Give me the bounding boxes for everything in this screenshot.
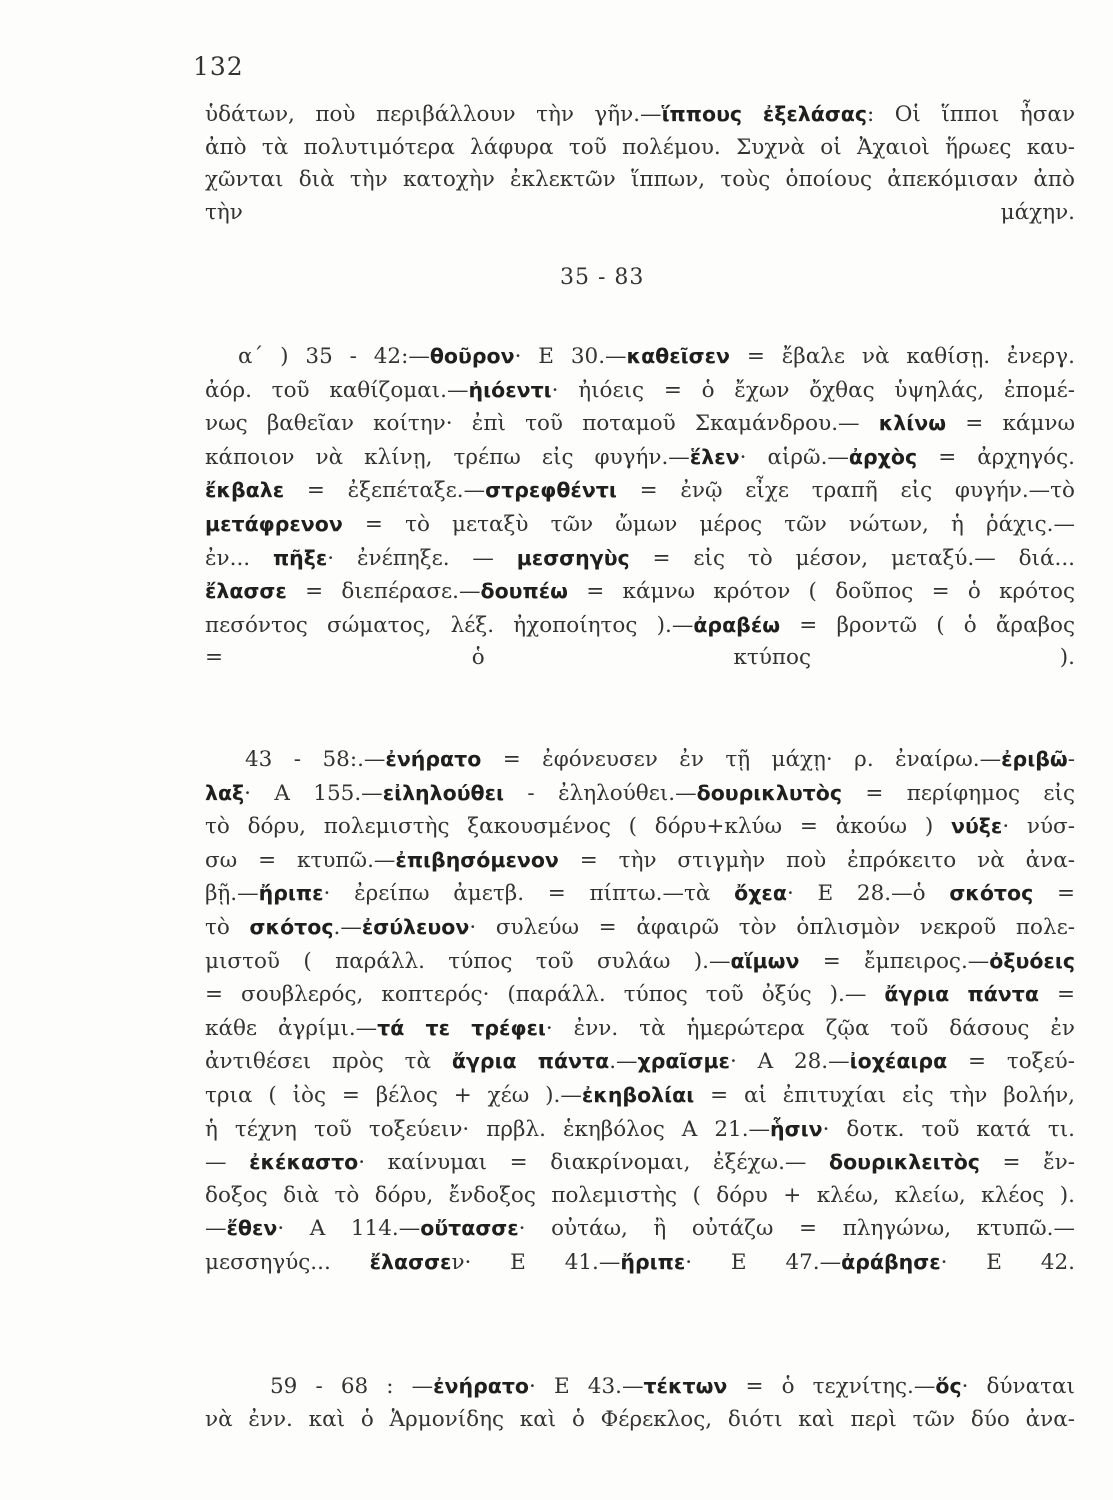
text-line: τὸ σκότος.—ἐσύλευον· συλεύω = ἀφαιρῶ τὸν ὁπλισμὸν νεκροῦ πολε- xyxy=(205,914,1075,940)
text-line: ἐν... πῆξε· ἐνέπηξε. — μεσσηγὺς = εἰς τὸ μέσον, μεταξύ.— διά... xyxy=(205,545,1075,571)
page-number: 132 xyxy=(193,52,244,81)
text-line: ἔλασσε = διεπέρασε.—δουπέω = κάμνω κρότον ( δοῦπος = ὁ κρότος xyxy=(205,579,1075,605)
text-line: βῇ.—ἤριπε· ἐρείπω ἀμετβ. = πίπτω.—τὰ ὄχεα· Ε 28.—ὁ σκότος = xyxy=(205,881,1075,907)
text-line: τὸ δόρυ, πολεμιστὴς ξακουσμένος ( δόρυ+κλύω = ἀκούω ) νύξε· νύσ- xyxy=(205,814,1075,840)
text-line: τρια ( ἰὸς = βέλος + χέω ).—ἐκηβολίαι = αἱ ἐπιτυχίαι εἰς τὴν βολήν, xyxy=(205,1082,1075,1108)
text-line: δοξος διὰ τὸ δόρυ, ἔνδοξος πολεμιστὴς ( δόρυ + κλέω, κλείω, κλέος ). xyxy=(205,1182,1075,1208)
text-line: πεσόντος σώματος, λέξ. ἠχοποίητος ).—ἀραβέω = βροντῶ ( ὁ ἄραβος xyxy=(205,612,1075,638)
text-line: ἀπὸ τὰ πολυτιμότερα λάφυρα τοῦ πολέμου. Συχνὰ οἱ Ἀχαιοὶ ἥρωες καυ- xyxy=(205,134,1075,160)
text-line: —ἔθεν· Α 114.—οὔτασσε· οὐτάω, ἢ οὐτάζω = πληγώνω, κτυπῶ.— xyxy=(205,1216,1075,1242)
text-line: ἀντιθέσει πρὸς τὰ ἄγρια πάντα.—χραῖσμε· Α 28.—ἰοχέαιρα = τοξεύ- xyxy=(205,1049,1075,1075)
text-line: ἡ τέχνη τοῦ τοξεύειν· πρβλ. ἑκηβόλος Α 21.—ἧσιν· δοτκ. τοῦ κατά τι. xyxy=(205,1116,1075,1142)
intro-paragraph xyxy=(205,98,1075,229)
paragraph-43-58 xyxy=(205,743,1075,1280)
text-line: χῶνται διὰ τὴν κατοχὴν ἐκλεκτῶν ἵππων, τοὺς ὁποίους ἀπεκόμισαν ἀπὸ xyxy=(205,167,1075,193)
text-line: α΄ ) 35 - 42:—θοῦρον· Ε 30.—καθεῖσεν = ἔβαλε νὰ καθίσῃ. ἐνεργ. xyxy=(238,344,1075,369)
text-line: μιστοῦ ( παράλλ. τύπος τοῦ συλάω ).—αἵμων = ἔμπειρος.—ὀξυόεις xyxy=(205,948,1075,974)
text-line: ἔκβαλε = ἐξεπέταξε.—στρεφθέντι = ἐνῷ εἶχε τραπῆ εἰς φυγήν.—τὸ xyxy=(205,478,1075,504)
paragraph-35-42 xyxy=(205,340,1075,675)
text-line: τὴν μάχην. xyxy=(205,199,1075,225)
paragraph-59-68 xyxy=(205,1370,1075,1436)
text-line: κάποιον νὰ κλίνῃ, τρέπω εἰς φυγήν.—ἕλεν· αἱρῶ.—ἀρχὸς = ἀρχηγός. xyxy=(205,444,1075,470)
text-line: σω = κτυπῶ.—ἐπιβησόμενον = τὴν στιγμὴν ποὺ ἐπρόκειτο νὰ ἀνα- xyxy=(205,847,1075,873)
text-line: — ἐκέκαστο· καίνυμαι = διακρίνομαι, ἐξέχω.— δουρικλειτὸς = ἔν- xyxy=(205,1150,1075,1176)
text-line: κάθε ἀγρίμι.—τά τε τρέφει· ἐνν. τὰ ἡμερώτερα ζῷα τοῦ δάσους ἐν xyxy=(205,1015,1075,1041)
text-line: μεσσηγύς... ἔλασσεν· Ε 41.—ἤριπε· Ε 47.—ἀράβησε· Ε 42. xyxy=(205,1249,1075,1275)
text-line: 43 - 58:.—ἐνήρατο = ἐφόνευσεν ἐν τῇ μάχῃ· ρ. ἐναίρω.—ἐριβῶ- xyxy=(245,747,1075,772)
text-line: = σουβλερός, κοπτερός· (παράλλ. τύπος τοῦ ὀξύς ).— ἄγρια πάντα = xyxy=(205,982,1075,1008)
text-line: μετάφρενον = τὸ μεταξὺ τῶν ὤμων μέρος τῶν νώτων, ἡ ῥάχις.— xyxy=(205,511,1075,537)
section-heading: 35 - 83 xyxy=(560,265,645,290)
text-line: = ὁ κτύπος ). xyxy=(205,645,1075,671)
text-line: λαξ· Α 155.—εἰληλούθει - ἐληλούθει.—δουρικλυτὸς = περίφημος εἰς xyxy=(205,780,1075,806)
text-line: ἀόρ. τοῦ καθίζομαι.—ἠιόεντι· ἠιόεις = ὁ ἔχων ὄχθας ὑψηλάς, ἐπομέ- xyxy=(205,377,1075,403)
text-line: ὑδάτων, ποὺ περιβάλλουν τὴν γῆν.—ἵππους ἐξελάσας: Οἱ ἵπποι ἦσαν xyxy=(205,102,1075,127)
text-line: νως βαθεῖαν κοίτην· ἐπὶ τοῦ ποταμοῦ Σκαμάνδρου.— κλίνω = κάμνω xyxy=(205,411,1075,437)
text-line: νὰ ἐνν. καὶ ὁ Ἁρμονίδης καὶ ὁ Φέρεκλος, διότι καὶ περὶ τῶν δύο ἀνα- xyxy=(205,1406,1075,1432)
text-line: 59 - 68 : —ἐνήρατο· Ε 43.—τέκτων = ὁ τεχνίτης.—ὅς· δύναται xyxy=(270,1374,1075,1399)
